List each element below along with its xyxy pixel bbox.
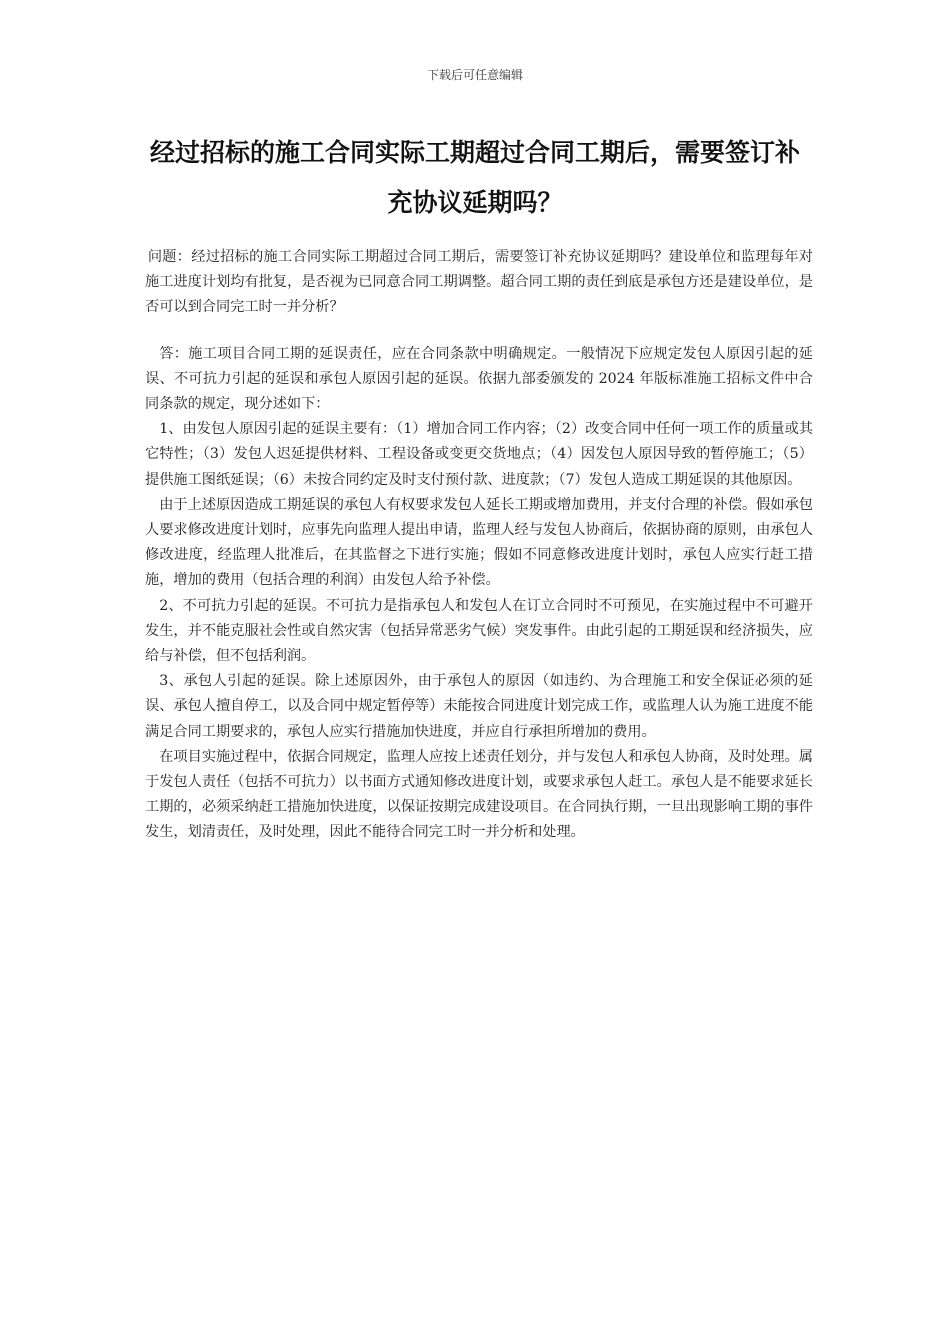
document-title: 经过招标的施工合同实际工期超过合同工期后，需要签订补充协议延期吗？ [149, 138, 800, 217]
document-body [145, 245, 813, 846]
header-note: 下载后可任意编辑 [426, 68, 523, 82]
body-paragraph-compensation: 由于上述原因造成工期延误的承包人有权要求发包人延长工期或增加费用，并支付合理的补偿。假如承包人要求修改进度计划时，应事先向监理人提出申请，监理人经与发包人协商后，依据协商的原则，由承包人修改进度，经监理人批准后，在其监督之下进行实施；假如不同意修改进度计划时，承包人应实行赶工措施，增加的费用（包括合理的利润）由发包人给予补偿。 [145, 496, 813, 589]
body-paragraph-cause-contractor: 3、承包人引起的延误。除上述原因外，由于承包人的原因（如违约、为合理施工和安全保证必须的延误、承包人擅自停工，以及合同中规定暂停等）未能按合同进度计划完成工作，或监理人认为施工进度不能满足合同工期要求的，承包人应实行措施加快进度，并应自行承担所增加的费用。 [145, 673, 813, 740]
answer-paragraph: 答：施工项目合同工期的延误责任，应在合同条款中明确规定。一般情况下应规定发包人原因引起的延误、不可抗力引起的延误和承包人原因引起的延误。依据九部委颁发的 2024 年版标准施工招标文件中合同条款的规定，现分述如下： [145, 345, 813, 413]
body-paragraph-force-majeure: 2、不可抗力引起的延误。不可抗力是指承包人和发包人在订立合同时不可预见，在实施过程中不可避开发生，并不能克服社会性或自然灾害（包括异常恶劣气候）突发事件。由此引起的工期延误和经济损失，应给与补偿，但不包括利润。 [145, 597, 813, 665]
body-paragraph-conclusion: 在项目实施过程中，依据合同规定，监理人应按上述责任划分，并与发包人和承包人协商，及时处理。属于发包人责任（包括不可抗力）以书面方式通知修改进度计划，或要求承包人赶工。承包人是不能要求延长工期的，必须采纳赶工措施加快进度，以保证按期完成建设项目。在合同执行期，一旦出现影响工期的事件发生，划清责任，及时处理，因此不能待合同完工时一并分析和处理。 [145, 748, 813, 841]
question-paragraph: 问题：经过招标的施工合同实际工期超过合同工期后，需要签订补充协议延期吗？建设单位和监理每年对施工进度计划均有批复，是否视为已同意合同工期调整。超合同工期的责任到底是承包方还是建设单位，是否可以到合同完工时一并分析？ [145, 249, 813, 316]
body-paragraph-cause-employer: 1、由发包人原因引起的延误主要有：（1）增加合同工作内容；（2）改变合同中任何一项工作的质量或其它特性；（3）发包人迟延提供材料、工程设备或变更交货地点；（4）因发包人原因导致的暂停施工；（5）提供施工图纸延误；（6）未按合同约定及时支付预付款、进度款；（7）发包人造成工期延误的其他原因。 [145, 421, 813, 488]
